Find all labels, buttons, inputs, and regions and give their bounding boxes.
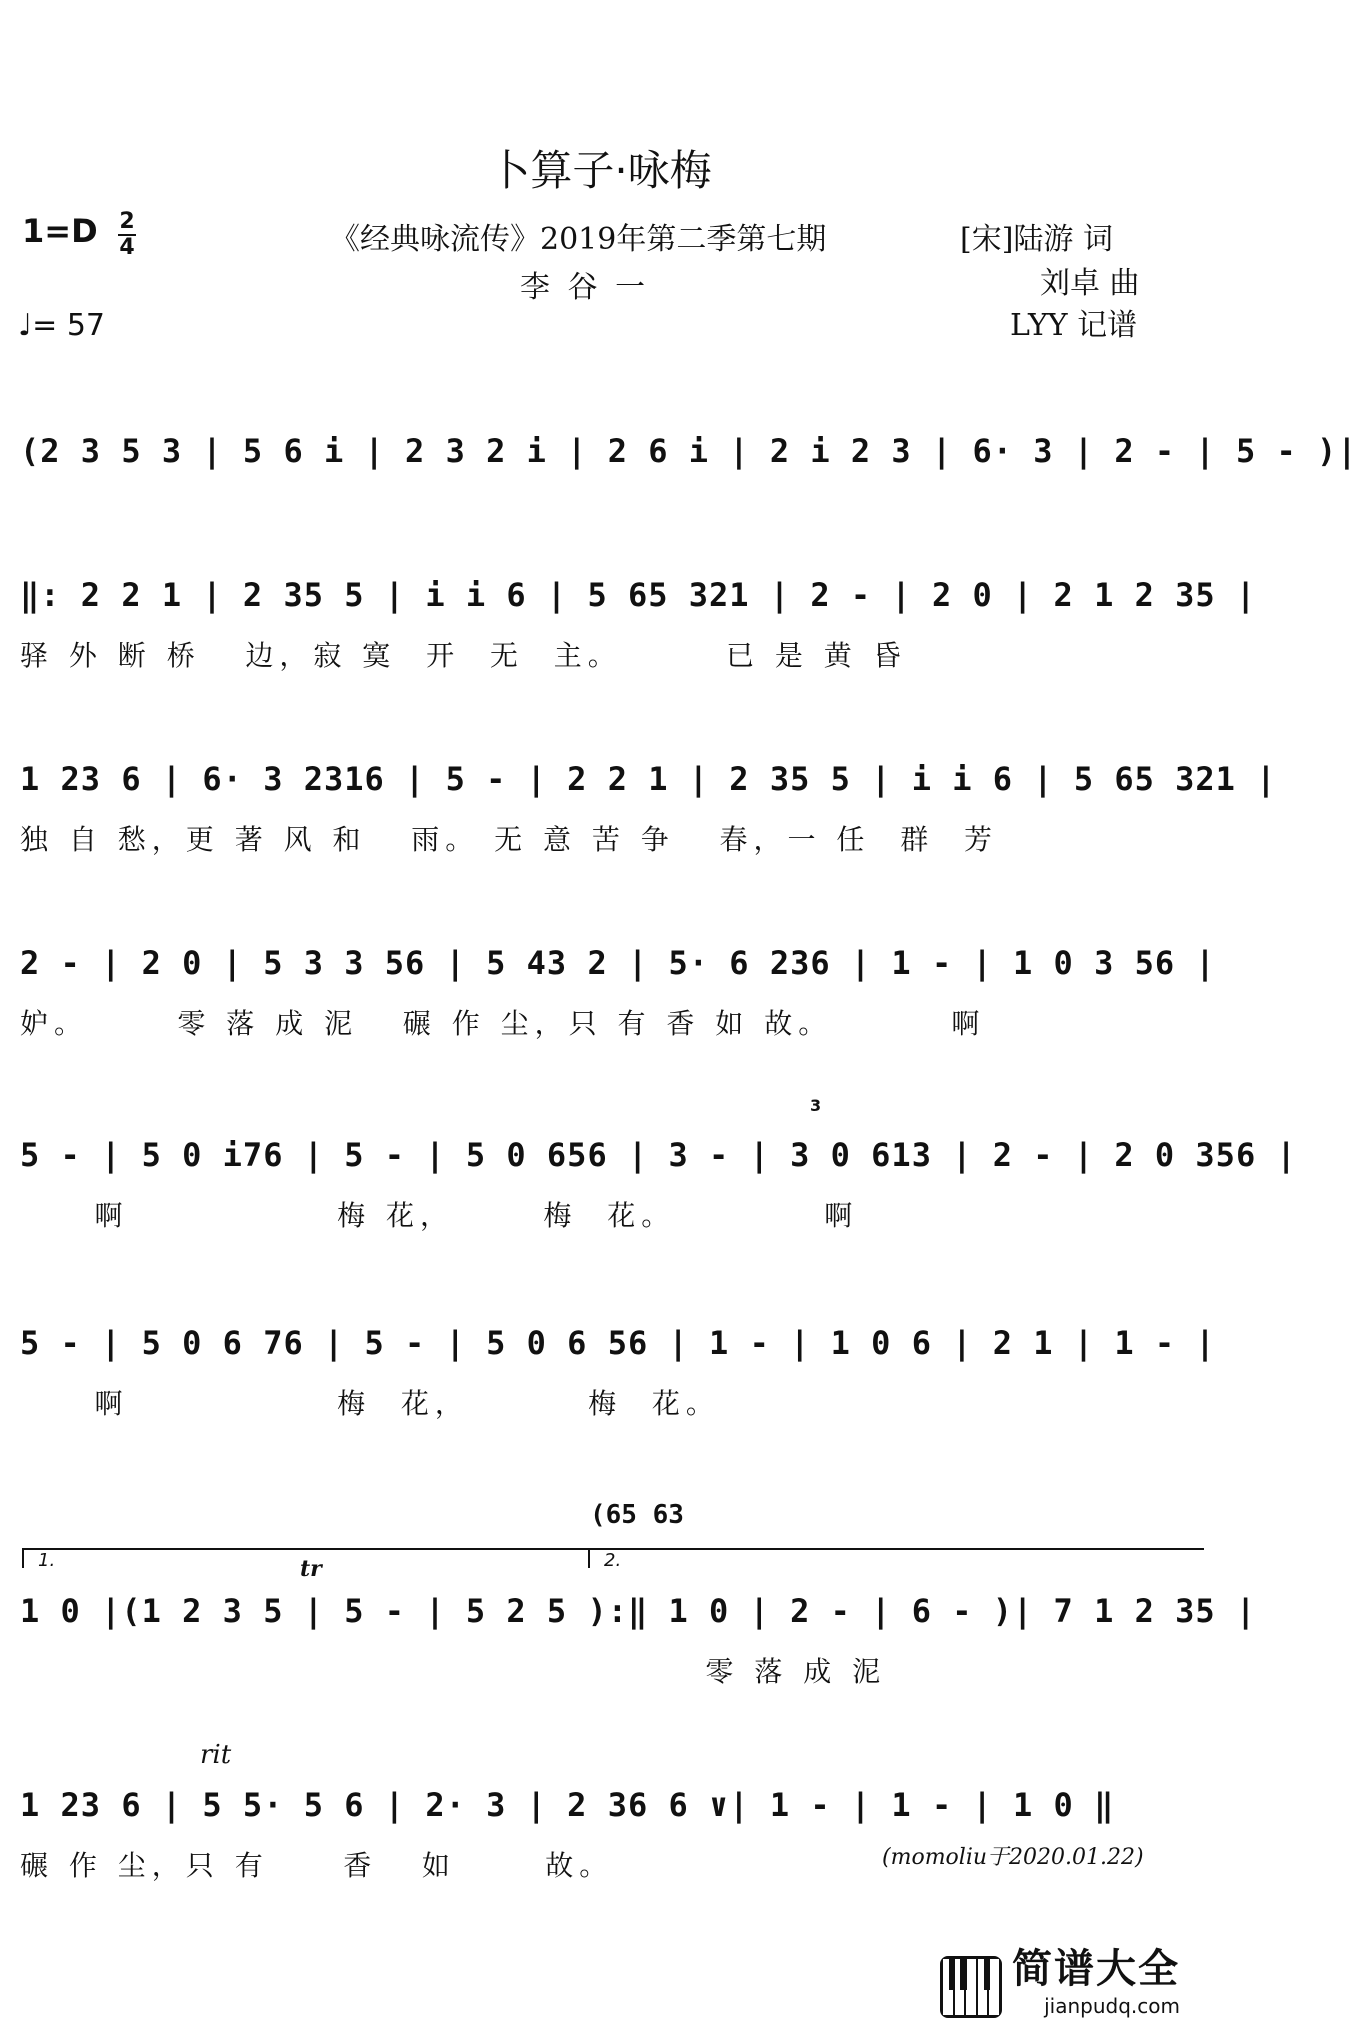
staff-lyrics: 碾 作 尘，只 有 香 如 故。 <box>20 1849 614 1882</box>
staff-lyrics: 独 自 愁，更 著 风 和 雨。 无 意 苦 争 春，一 任 群 芳 <box>20 823 999 856</box>
staff-lyrics: 妒。 零 落 成 泥 碾 作 尘，只 有 香 如 故。 啊 <box>20 1007 986 1040</box>
tempo-marking: ♩= 57 <box>18 308 105 343</box>
brand-watermark <box>940 1937 1180 2018</box>
staff-notes: 5 - | 5 0 6 76 | 5 - | 5 0 6 56 | 1 - | 1 0 6 | 2 1 | 1 - | <box>20 1324 1216 1362</box>
pickup-notes: (65 63 <box>590 1500 684 1530</box>
trill-mark: tr <box>300 1556 322 1582</box>
staff-row-4 <box>0 944 1216 1114</box>
key-signature: 1=D <box>22 212 98 250</box>
staff-notes: 1 23 6 | 6· 3 2316 | 5 - | 2 2 1 | 2 35 5 | i i 6 | 5 65 321 | <box>20 760 1277 798</box>
volta-2-label: 2. <box>604 1550 622 1571</box>
triplet-mark: 3 <box>810 1096 822 1115</box>
staff-notes: 2 - | 2 0 | 5 3 3 56 | 5 43 2 | 5· 6 236 | 1 - | 1 0 3 56 | <box>20 944 1216 982</box>
staff-row-2 <box>0 576 1257 746</box>
brand-url: jianpudq.com <box>1044 1994 1180 2018</box>
staff-notes: 1 23 6 | 5 5· 5 6 | 2· 3 | 2 36 6 ∨| 1 - | 1 - | 1 0 ‖ <box>20 1786 1115 1824</box>
volta-1-label: 1. <box>38 1550 56 1571</box>
brand-text <box>1012 1937 1180 2018</box>
ritardando-mark: rit <box>200 1740 232 1770</box>
staff-lyrics: 啊 梅 花， 梅 花。 啊 <box>20 1199 859 1232</box>
performer: 李 谷 一 <box>520 270 650 305</box>
piano-logo-icon <box>940 1956 1002 2018</box>
time-signature <box>118 210 136 260</box>
lyricist: [宋]陆游 词 <box>960 222 1113 257</box>
staff-row-7 <box>0 1592 1257 1762</box>
time-signature-top: 2 <box>119 209 135 234</box>
volta-bracket-2 <box>588 1548 1204 1571</box>
time-signature-bottom: 4 <box>119 235 135 260</box>
score-title: 卜算子·咏梅 <box>488 146 712 195</box>
staff-lyrics: 驿 外 断 桥 边，寂 寞 开 无 主。 已 是 黄 昏 <box>20 639 907 672</box>
staff-notes: 5 - | 5 0 i76 | 5 - | 5 0 656 | 3 - | 3 0 613 | 2 - | 2 0 356 | <box>20 1136 1297 1174</box>
staff-notes: 1 0 |(1 2 3 5 | 5 - | 5 2 5 ):‖ 1 0 | 2 - | 6 - )| 7 1 2 35 | <box>20 1592 1257 1630</box>
transcriber: LYY 记谱 <box>1010 308 1138 343</box>
staff-row-8 <box>0 1786 1200 1956</box>
composer: 刘卓 曲 <box>1040 266 1140 301</box>
subtitle: 《经典咏流传》2019年第二季第七期 <box>330 222 827 257</box>
staff-row-6 <box>0 1324 1216 1494</box>
staff-row-5 <box>0 1096 1297 1306</box>
staff-notes: ‖: 2 2 1 | 2 35 5 | i i 6 | 5 65 321 | 2 - | 2 0 | 2 1 2 35 | <box>20 576 1257 614</box>
staff-row-3 <box>0 760 1277 930</box>
staff-lyrics: 零 落 成 泥 <box>20 1655 887 1688</box>
transcription-credit: (momoliu于2020.01.22) <box>882 1845 1144 1870</box>
staff-lyrics: 啊 梅 花， 梅 花。 <box>20 1387 720 1420</box>
brand-name: 简谱大全 <box>1012 1946 1180 1992</box>
staff-notes: (2 3 5 3 | 5 6 i | 2 3 2 i | 2 6 i | 2 i 2 3 | 6· 3 | 2 - | 5 - )| <box>20 432 1358 470</box>
